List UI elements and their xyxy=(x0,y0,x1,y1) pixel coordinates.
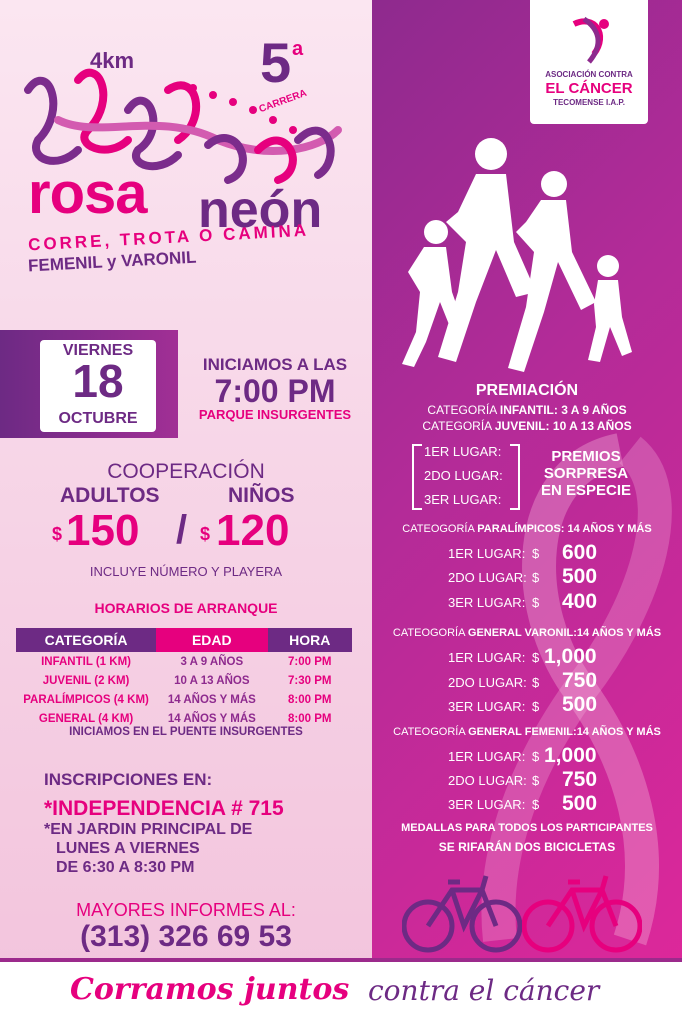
prize-amount: 500 xyxy=(562,693,598,716)
organizer-line3: TECOMENSE I.A.P. xyxy=(553,98,625,107)
adults-currency: $ xyxy=(52,524,63,544)
cat-prefix: CATEOGORÍA xyxy=(392,627,468,639)
cell-age: 14 AÑOS Y MÁS xyxy=(167,712,256,725)
cat-range: 14 AÑOS Y MÁS xyxy=(576,726,661,738)
kids-label: NIÑOS xyxy=(228,484,295,507)
kids-price: 120 xyxy=(216,506,290,555)
kids-currency: $ xyxy=(200,524,211,544)
organizer-line1: ASOCIACIÓN CONTRA xyxy=(545,70,633,79)
prize-amount: 500 xyxy=(562,565,598,588)
place-3-label: 3ER LUGAR: xyxy=(424,492,502,507)
place-1-label: 1ER LUGAR: xyxy=(424,444,502,459)
cat-name: PARALÍMPICOS: xyxy=(477,523,565,535)
cell-category: GENERAL (4 KM) xyxy=(38,712,134,725)
registration-place-2-line1: *EN JARDIN PRINCIPAL DE xyxy=(44,821,253,838)
place-label: 2DO LUGAR: xyxy=(448,675,527,690)
schedule-heading: HORARIOS DE ARRANQUE xyxy=(94,600,278,616)
prize-amount: 750 xyxy=(562,768,598,791)
cell-category: INFANTIL (1 KM) xyxy=(41,655,131,668)
place-label: 1ER LUGAR: xyxy=(448,749,526,764)
start-intro: INICIAMOS A LAS xyxy=(202,355,348,374)
cost-heading: COOPERACIÓN xyxy=(107,460,265,483)
cell-time: 8:00 PM xyxy=(288,693,332,706)
surprise-prize xyxy=(526,448,646,499)
currency-sign: $ xyxy=(532,699,540,714)
date-weekday: VIERNES xyxy=(62,342,134,359)
registration-place-2-line2: LUNES A VIERNES xyxy=(56,840,200,857)
slogan-part-2: contra el cáncer xyxy=(368,974,600,1007)
surprise-line2: SORPRESA xyxy=(543,465,629,482)
registration-place-2-line3: DE 6:30 A 8:30 PM xyxy=(56,859,195,876)
cat-prefix: CATEOGORÍA xyxy=(402,523,478,535)
col-header-category: CATEGORÍA xyxy=(16,628,156,652)
currency-sign: $ xyxy=(532,773,540,788)
prize-amount: 1,000 xyxy=(544,645,597,668)
cell-time: 7:00 PM xyxy=(288,655,332,668)
organizer-line2: EL CÁNCER xyxy=(545,80,633,97)
prizes-heading: PREMIACIÓN xyxy=(475,382,579,399)
schedule-note: INICIAMOS EN EL PUENTE INSURGENTES xyxy=(69,726,303,738)
currency-sign: $ xyxy=(532,546,540,561)
organizer-logo xyxy=(530,0,648,124)
bicycle-icon xyxy=(402,866,522,956)
bracket-right xyxy=(510,444,520,510)
price-separator: / xyxy=(176,508,188,552)
table-row xyxy=(16,690,352,709)
cat-name: JUVENIL: xyxy=(494,419,550,433)
place-2-label: 2DO LUGAR: xyxy=(424,468,503,483)
runners-silhouette-icon xyxy=(396,132,636,382)
cat-range: 14 AÑOS Y MÁS xyxy=(576,627,662,639)
prize-amount: 750 xyxy=(562,669,598,692)
ribbon-logo-icon xyxy=(564,14,614,66)
cat-infantil xyxy=(372,403,682,417)
phone-number: (313) 326 69 53 xyxy=(80,920,292,953)
currency-sign: $ xyxy=(532,650,540,665)
cell-age: 14 AÑOS Y MÁS xyxy=(167,693,256,706)
currency-sign: $ xyxy=(532,675,540,690)
table-row xyxy=(16,671,352,690)
cell-time: 7:30 PM xyxy=(288,674,332,687)
schedule-table xyxy=(16,628,352,728)
cat-varonil xyxy=(372,627,682,639)
cell-age: 3 A 9 AÑOS xyxy=(180,655,244,668)
medals-note: MEDALLAS PARA TODOS LOS PARTICIPANTES xyxy=(401,822,653,834)
start-place: PARQUE INSURGENTES xyxy=(198,407,352,422)
col-header-age: EDAD xyxy=(156,628,267,652)
prize-amount: 600 xyxy=(562,541,598,564)
cat-prefix: CATEGORÍA xyxy=(427,403,500,417)
edition-label: CARRERA xyxy=(257,87,309,116)
col-header-time: HORA xyxy=(268,628,352,652)
cat-range: 10 A 13 AÑOS xyxy=(552,419,632,433)
surprise-line1: PREMIOS xyxy=(551,448,621,465)
place-label: 3ER LUGAR: xyxy=(448,797,526,812)
subtitle-2: FEMENIL y VARONIL xyxy=(27,247,197,276)
currency-sign: $ xyxy=(532,595,540,610)
date-day: 18 xyxy=(72,355,124,407)
prize-amount: 500 xyxy=(562,792,598,815)
place-label: 2DO LUGAR: xyxy=(448,773,527,788)
currency-sign: $ xyxy=(532,570,540,585)
cat-name: GENERAL VARONIL: xyxy=(467,627,577,639)
subtitle: CORRE, TROTA O CAMINA xyxy=(27,220,310,255)
start-time-block xyxy=(178,345,372,425)
slogan-part-1: Corramos juntos xyxy=(70,972,350,1007)
cat-range: 3 A 9 AÑOS xyxy=(561,403,627,417)
raffle-note: SE RIFARÁN DOS BICICLETAS xyxy=(438,840,616,854)
cat-prefix: CATEGORÍA xyxy=(422,419,495,433)
place-label: 3ER LUGAR: xyxy=(448,595,526,610)
cat-name: GENERAL FEMENIL: xyxy=(468,726,577,738)
cat-range: 14 AÑOS Y MÁS xyxy=(567,523,652,535)
place-label: 1ER LUGAR: xyxy=(448,650,526,665)
info-heading: MAYORES INFORMES AL: xyxy=(76,900,296,920)
cat-femenil xyxy=(372,726,682,738)
prize-amount: 1,000 xyxy=(544,744,597,767)
prize-amount: 400 xyxy=(562,590,598,613)
edition-number: 5 xyxy=(260,31,292,94)
cost-note: INCLUYE NÚMERO Y PLAYERA xyxy=(89,564,283,579)
title-rosa: rosa xyxy=(28,161,147,226)
cell-category: JUVENIL (2 KM) xyxy=(42,674,130,687)
bracket-left xyxy=(412,444,422,510)
cat-paralimpicos xyxy=(372,523,682,535)
adults-label: ADULTOS xyxy=(60,484,160,507)
start-time: 7:00 PM xyxy=(214,373,336,409)
place-label: 2DO LUGAR: xyxy=(448,570,527,585)
table-row xyxy=(16,652,352,671)
registration-heading: INSCRIPCIONES EN: xyxy=(44,770,213,789)
bicycle-icon xyxy=(522,866,642,956)
currency-sign: $ xyxy=(532,749,540,764)
registration-place-1: *INDEPENDENCIA # 715 xyxy=(44,797,284,820)
cell-time: 8:00 PM xyxy=(288,712,332,725)
adults-price: 150 xyxy=(66,506,140,555)
distance-label: 4km xyxy=(90,48,135,73)
edition-suffix: a xyxy=(292,38,304,60)
title-neon: neón xyxy=(198,181,323,239)
date-month: OCTUBRE xyxy=(58,410,138,427)
cat-prefix: CATEOGORÍA xyxy=(393,726,469,738)
currency-sign: $ xyxy=(532,797,540,812)
place-label: 3ER LUGAR: xyxy=(448,699,526,714)
place-label: 1ER LUGAR: xyxy=(448,546,526,561)
cell-age: 10 A 13 AÑOS xyxy=(174,674,250,687)
cell-category: PARALÍMPICOS (4 KM) xyxy=(23,693,149,706)
surprise-line3: EN ESPECIE xyxy=(540,482,632,499)
date-card xyxy=(40,340,156,432)
cat-name: INFANTIL: xyxy=(499,403,558,417)
cat-juvenil xyxy=(372,419,682,433)
